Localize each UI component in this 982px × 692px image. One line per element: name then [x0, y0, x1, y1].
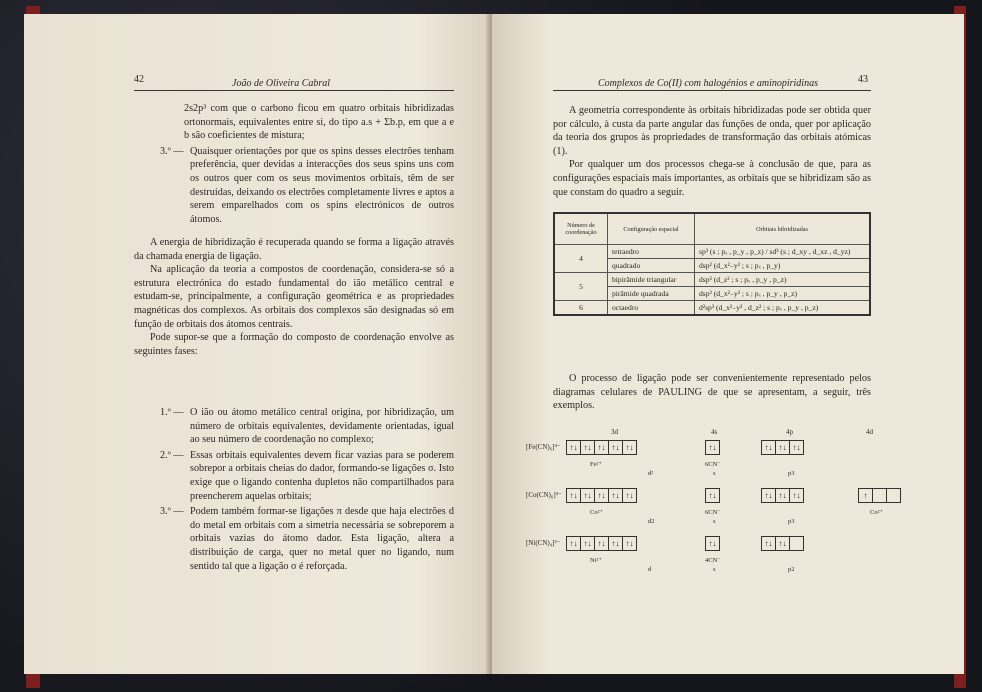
cell-orbitals: dsp² (d_x²₋y² ; s ; pₓ , p_y): [695, 259, 871, 273]
left-item-3-num: 3.º —: [160, 145, 184, 157]
left-step-1: [160, 406, 454, 447]
orbital-cell: ↑↓: [625, 443, 634, 452]
orbital-cell: ↑↓: [595, 489, 609, 502]
left-body: [134, 236, 454, 358]
cells-3d: [566, 536, 637, 551]
ligand-label: 6CN⁻: [705, 509, 721, 516]
col-label-4p: 4p: [786, 428, 793, 436]
cell-orbitals: dsp³ (d_x²₋y² ; s ; pₓ , p_y , p_z): [695, 287, 871, 301]
ion-label-4d: Co²⁺: [870, 509, 883, 516]
right-header-rule: [553, 90, 871, 91]
cell-config: quadrado: [608, 259, 695, 273]
orbital-cell: ↑↓: [581, 441, 595, 454]
right-running-head: Complexos de Co(II) com halogénios e aminopiridinas: [598, 78, 818, 89]
ion-label: Fe²⁺: [590, 461, 602, 468]
cell-orbitals: dsp³ (d_z² ; s ; pₓ , p_y , p_z): [695, 273, 871, 287]
table-header-row: [554, 213, 870, 245]
orbital-cell: ↑↓: [609, 441, 623, 454]
orbital-cell: [887, 489, 900, 502]
ion-label: Ni²⁺: [590, 557, 602, 564]
cells-4s: [705, 536, 720, 551]
orbital-cell: ↑↓: [609, 537, 623, 550]
table-row: [554, 245, 870, 259]
orbital-cell: ↑↓: [776, 489, 790, 502]
orbital-cell: ↑↓: [581, 537, 595, 550]
cells-4s: [705, 440, 720, 455]
ligand-label: 4CN⁻: [705, 557, 721, 564]
orbital-cell: ↑↓: [625, 539, 634, 548]
orbital-cell: ↑↓: [708, 539, 717, 548]
left-page-number: 42: [134, 74, 144, 85]
cell-n: 5: [554, 273, 608, 301]
cell-config: pirâmide quadrada: [608, 287, 695, 301]
ion-label: Co²⁺: [590, 509, 603, 516]
orbital-cell: ↑↓: [595, 441, 609, 454]
cell-config: tetraedro: [608, 245, 695, 259]
orbital-cell: ↑↓: [567, 489, 581, 502]
left-step-3: [160, 505, 454, 573]
orbital-cell: ↑↓: [708, 443, 717, 452]
d-label: d: [648, 566, 652, 573]
cells-4p: [761, 536, 804, 551]
right-para1: A geometria correspondente às orbitais hibridizadas pode ser obtida quer por cálculo, à custa da parte angular das funções de onda, quer por aplicação da teoria dos grupos às propriedades de transformação das orbitais atómicas (1).: [553, 105, 871, 157]
cells-3d: [566, 488, 637, 503]
left-item-3-text: Quaisquer orientações por que os spins desses electrões tenham preferência, quer devidas a interacções dos seus spins uns com os outros quer com os seus movimentos orbitais, têm de ser destruídas, deixando os electrões completamente livres e aptos a serem emparelhados com os spins electrónicos de outros átomos.: [190, 145, 454, 225]
left-para3: Na aplicação da teoria a compostos de coordenação, considera-se só a estrutura electrónica do estado fundamental do ião metálico central e estudam-se, principalmente, a configuração geométrica e as propriedades magnéticas dos complexos. As orbitais dos complexos são designadas só em função de orbitais dos átomos centrais.: [134, 264, 454, 330]
ligand-label: 6CN⁻: [705, 461, 721, 468]
orbital-cell: ↑↓: [776, 441, 790, 454]
complex-label: [Ni(CN)₄]²⁻: [526, 539, 561, 547]
cell-n: 6: [554, 301, 608, 316]
cell-orbitals: sp³ (s ; pₓ , p_y , p_z) / sd³ (s ; d_xy , d_xz , d_yz): [695, 245, 871, 259]
d-label: d²: [648, 470, 654, 477]
complex-label: [Co(CN)₆]⁴⁻: [526, 491, 562, 499]
orbital-cell: ↑: [859, 489, 873, 502]
orbital-cell: [790, 537, 803, 550]
left-step-3-text: Podem também formar-se ligações π desde que haja electrões d do metal em orbitais com a simetria necessária se sobreporem a orbitais vazias do átomo dador. Esta ligação, altera a distribuição de carga, quer no metal quer no ligando, num sentido tal que a ligação σ é reforçada.: [190, 506, 454, 572]
th-config: Configuração espacial: [608, 213, 695, 245]
col-label-3d: 3d: [611, 428, 618, 436]
right-para3-block: [553, 372, 871, 413]
left-step-2: [160, 449, 454, 503]
left-para2: A energia de hibridização é recuperada quando se forma a ligação através da chamada energia de ligação.: [134, 237, 454, 262]
right-body: [553, 104, 871, 199]
orbital-cell: ↑↓: [792, 491, 801, 500]
cells-4p: [761, 488, 804, 503]
orbital-cell: ↑↓: [567, 441, 581, 454]
s-label: s: [713, 566, 716, 573]
cell-config: bipirâmide triangular: [608, 273, 695, 287]
orbital-cell: ↑↓: [762, 537, 776, 550]
p-label: p2: [788, 566, 795, 573]
cell-config: octaedro: [608, 301, 695, 316]
right-page-number: 43: [858, 74, 868, 85]
orbital-cell: ↑↓: [609, 489, 623, 502]
left-steps: [160, 404, 454, 573]
orbital-cell: ↑↓: [581, 489, 595, 502]
left-step-1-text: O ião ou átomo metálico central origina, por hibridização, um número de orbitais equivalentes, devidamente orientadas, igual ao seu número de coordenação no complexo;: [190, 407, 454, 446]
left-para-continued: [160, 102, 454, 226]
orbital-cell: ↑↓: [762, 489, 776, 502]
p-label: p3: [788, 470, 795, 477]
cells-4s: [705, 488, 720, 503]
th-coordination: Número de coordenação: [554, 213, 608, 245]
left-step-2-num: 2.º —: [160, 449, 184, 461]
col-label-4d: 4d: [866, 428, 873, 436]
cells-3d: [566, 440, 637, 455]
cells-4p: [761, 440, 804, 455]
s-label: s: [713, 518, 716, 525]
p-label: p3: [788, 518, 795, 525]
left-step-3-num: 3.º —: [160, 506, 184, 518]
orbital-cell: [873, 489, 887, 502]
orbital-cell: ↑↓: [762, 441, 776, 454]
th-orbitals: Orbitais hibridizadas: [695, 213, 871, 245]
complex-label: [Fe(CN)₆]⁴⁻: [526, 443, 561, 451]
table-row: [554, 273, 870, 287]
orbital-cell: ↑↓: [595, 537, 609, 550]
orbital-cell: ↑↓: [776, 537, 790, 550]
left-step-1-num: 1.º —: [160, 407, 184, 418]
s-label: s: [713, 470, 716, 477]
right-para2: Por qualquer um dos processos chega-se à conclusão de que, para as configurações espaciais mais importantes, as orbitais que se hibridizam são as que constam do quadro a seguir.: [553, 159, 871, 198]
table-row: [554, 301, 870, 316]
orbital-cell: ↑↓: [708, 491, 717, 500]
hybrid-orbitals-table: [553, 212, 871, 316]
orbital-cell: ↑↓: [792, 443, 801, 452]
left-para4: Pode supor-se que a formação do composto de coordenação envolve as seguintes fases:: [134, 332, 454, 357]
cell-n: 4: [554, 245, 608, 273]
orbital-cell: ↑↓: [625, 491, 634, 500]
left-step-2-text: Essas orbitais equivalentes devem ficar vazias para se poderem sobrepor a orbitais cheias do dador, formando-se ligações σ. Isto exige que o ligando contenha dupletos não compartilhados para preencherem aquelas orbitais;: [190, 449, 454, 502]
cell-orbitals: d²sp³ (d_x²₋y² , d_z² ; s ; pₓ , p_y , p_z): [695, 301, 871, 316]
left-para1: 2s2p³ com que o carbono ficou em quatro orbitais hibridizadas ortonormais, equivalentes entre si, do tipo a.s + Σb.p, em que a e b são coeficientes de mistura;: [184, 103, 454, 142]
orbital-cell: ↑↓: [567, 537, 581, 550]
left-header-rule: [134, 90, 454, 91]
cells-4d: [858, 488, 901, 503]
right-para3: O processo de ligação pode ser convenientemente representado pelos diagramas celulares de PAULING de que se apresentam, a seguir, três exemplos.: [553, 373, 871, 412]
left-running-head: João de Oliveira Cabral: [232, 78, 331, 89]
col-label-4s: 4s: [711, 428, 718, 436]
left-item-3: [160, 145, 454, 227]
d-label: d2: [648, 518, 655, 525]
